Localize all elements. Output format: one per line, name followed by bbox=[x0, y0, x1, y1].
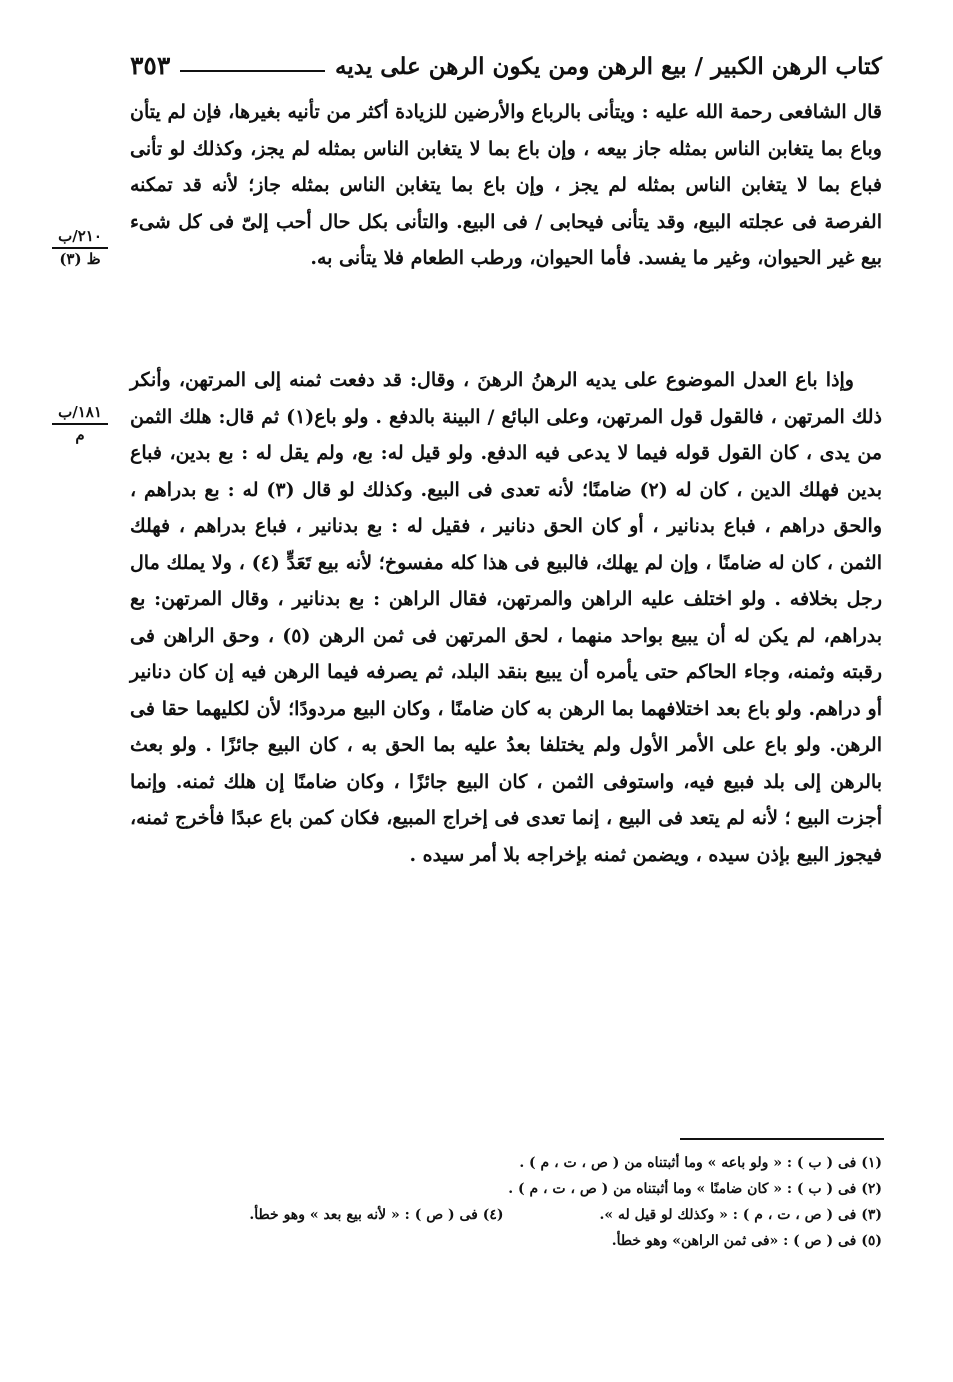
margin-ref-folio: ١٨١/ب bbox=[58, 403, 102, 421]
body-paragraph bbox=[130, 362, 882, 873]
footnotes bbox=[130, 1150, 882, 1254]
speaker-name: قال الشافعى bbox=[778, 101, 882, 123]
paragraph-text: رحمة الله عليه : ويتأنى بالرباع والأرضين للزيادة أكثر من تأنيه بغيرها، فإن لم يتأن وباع بما يتغابن الناس بمثله جاز بيعه ، وإن باع بما لا يتغابن الناس بمثله لم يجز، وكذلك لو تأنى فباع بما لا يتغابن الناس بمثله لم يجز ، وإن باع بما يتغابن الناس بمثله جاز؛ لأنه قد تمكنه الفرصة فى عجلته البيع، وقد يتأنى فيحابى / فى البيع. والتأنى بكل حال أحب إلىّ فى كل شىء بيع غير الحيوان، وغير ما يفسد. فأما الحيوان، ورطب الطعام فلا يتأنى به. bbox=[130, 101, 882, 269]
footnote: (٣) فى ( ص ، ت ، م ) : « وكذلك لو قيل له ». bbox=[599, 1207, 882, 1223]
footnote: (٢) فى ( ب ) : « كان ضامنًا » وما أثبتناه من ( ص ، ت ، م ) . bbox=[508, 1181, 882, 1197]
margin-ref-siglum: ظ (٣) bbox=[59, 250, 101, 268]
footnote: (٥) فى ( ص ) : «فى ثمن الراهن» وهو خطأ. bbox=[611, 1233, 882, 1249]
footnote-row bbox=[130, 1202, 882, 1228]
paragraph-text: وإذا باع العدل الموضوع على يديه الرهنُ الرهنَ ، وقال: قد دفعت ثمنه إلى المرتهن، وأنكر ذلك المرتهن ، فالقول قول المرتهن، وعلى البائع / البينة بالدفع . ولو باع(١) ثم قال: هلك الثمن من يدى ، كان القول قوله فيما لا يدعى فيه الدفع. ولو قيل له: بع، ولم يقل له : بع بدين، فباع بدين فهلك الدين ، كان له (٢) ضامنًا؛ لأنه تعدى فى البيع. وكذلك لو قال (٣) له : بع بدراهم ، والحق دراهم ، فباع بدنانير ، أو كان الحق دنانير ، فقيل له : بع بدنانير ، فباع بدراهم ، فهلك الثمن ، كان له ضامنًا ، وإن لم يهلك، فالبيع فى هذا كله مفسوخ؛ لأنه بيع تَعَدٍّ (٤) ، ولا يملك مال رجل بخلافه . ولو اختلف عليه الراهن والمرتهن، فقال الراهن : بع بدنانير ، وقال المرتهن: بع بدراهم، لم يكن له أن يبيع بواحد منهما ، لحق المرتهن فى ثمن الرهن (٥) ، وحق الراهن فى رقبته وثمنه، وجاء الحاكم حتى يأمره أن يبيع بنقد البلد، ثم يصرفه فيما الرهن فيه إن كان دنانير أو دراهم. ولو باع بعد اختلافهما بما الرهن به كان ضامنًا ، وكان البيع مردودًا؛ لأن لكليهما حقا فى الرهن. ولو باع على الأمر الأول ولم يختلفا بعدُ عليه بما الحق به ، كان البيع جائزًا . ولو بعث بالرهن إلى بلد فبيع فيه، واستوفى الثمن ، كان البيع جائزًا ، وكان ضامنًا إن هلك ثمنه. وإنما أجزت البيع ؛ لأنه لم يتعد فى البيع ، إنما تعدى فى إخراج المبيع، فكان كمن باع عبدًا فأخرج ثمنه، فيجوز البيع بإذن سيده ، ويضمن ثمنه بإخراجه بلا أمر سيده . bbox=[130, 369, 883, 866]
footnote-gap bbox=[504, 1202, 600, 1228]
margin-manuscript-ref bbox=[48, 402, 112, 445]
body-paragraph bbox=[130, 94, 882, 277]
margin-ref-siglum: م bbox=[75, 426, 85, 444]
header-title: كتاب الرهن الكبير / بيع الرهن ومن يكون الرهن على يديه bbox=[335, 53, 882, 80]
footnote: (٤) فى ( ص ) : « لأنه بيع بعد » وهو خطأ. bbox=[249, 1207, 504, 1223]
running-header bbox=[130, 38, 882, 78]
footnote: (١) فى ( ب ) : « ولو باعه » وما أثبتناه من ( ص ، ت ، م ) . bbox=[519, 1155, 882, 1171]
footnote-rule bbox=[680, 1138, 884, 1140]
page-number: ٣٥٣ bbox=[130, 51, 171, 80]
header-rule bbox=[180, 70, 325, 72]
margin-manuscript-ref bbox=[48, 226, 112, 269]
margin-ref-folio: ٢١٠/ب bbox=[58, 227, 102, 245]
